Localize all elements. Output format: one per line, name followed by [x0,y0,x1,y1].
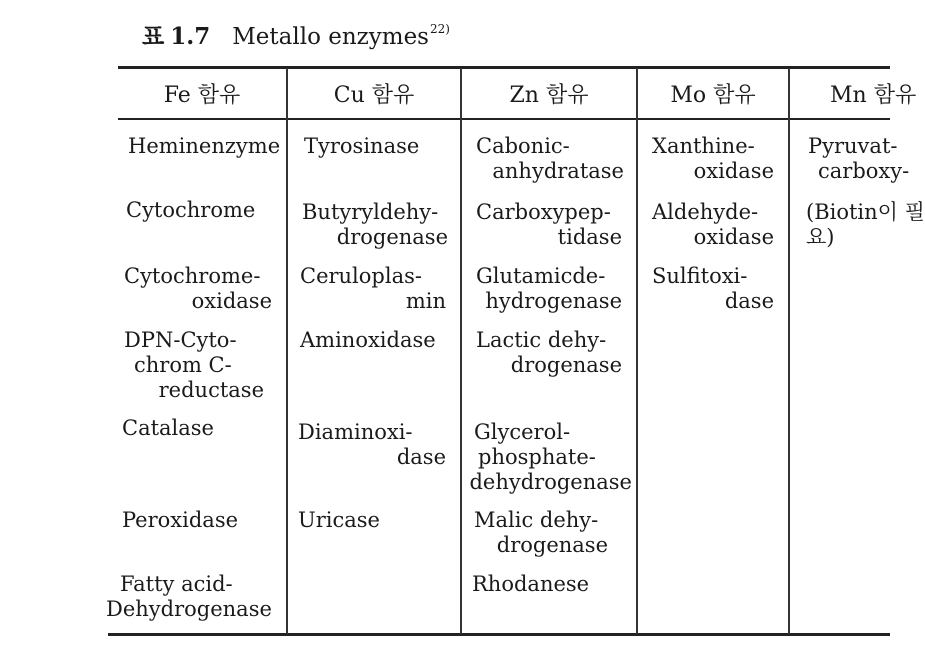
cell-line: Tyrosinase [304,134,420,158]
caption-reference: 22) [429,22,450,36]
cu-cell [304,134,419,159]
zn-cell [472,572,589,597]
cell-line: (Biotin이 필 [806,200,925,224]
cell-line: Ceruloplas- [300,264,422,288]
table-header-rule [118,118,890,120]
cell-line: Cytochrome [126,198,256,222]
cell-line: dehydrogenase [469,470,632,494]
cell-line: Heminenzyme [128,134,281,158]
header-mn: Mn 함유 [830,83,917,108]
cell-line: oxidase [693,159,774,183]
cell-line: anhydratase [492,159,624,183]
cell-line: Xanthine- [652,134,755,158]
cell-line: Glutamicde- [476,264,606,288]
mo-cell [652,264,774,314]
cell-line: Diaminoxi- [298,420,413,444]
cell-line: dase [724,289,774,313]
cell-line: dase [396,445,446,469]
cell-line: reductase [158,378,264,402]
cell-line: Lactic dehy- [476,328,607,352]
mn-cell [806,200,925,250]
cell-line: Pyruvat- [808,134,898,158]
cell-line: tidase [557,225,622,249]
caption-number: 1.7 [170,23,211,50]
cell-line: oxidase [693,225,774,249]
cell-line: drogenase [510,353,622,377]
zn-cell [476,200,622,250]
mo-cell [652,200,774,250]
mn-cell [808,134,909,184]
mo-cell [652,134,774,184]
table-top-rule [118,66,890,69]
cell-line: drogenase [336,225,448,249]
fe-cell [126,198,255,223]
cell-line: Peroxidase [122,508,239,532]
cell-line: 요) [806,225,835,249]
cell-line: Butyryldehy- [302,200,439,224]
zn-cell [476,134,624,184]
caption-title: Metallo enzymes [232,24,429,50]
header-fe: Fe 함유 [163,83,241,108]
column-divider [460,68,462,634]
table-bottom-rule [108,633,890,636]
cell-line: Aldehyde- [652,200,759,224]
cell-line: Carboxypep- [476,200,611,224]
header-zn: Zn 함유 [509,83,589,108]
cell-line: DPN-Cyto- [124,328,237,352]
column-divider [286,68,288,634]
cell-line: oxidase [191,289,272,313]
column-divider [636,68,638,634]
cell-line: Cytochrome- [124,264,261,288]
table-caption [142,18,450,51]
cu-cell [300,328,436,353]
cell-line: Glycerol- [474,420,571,444]
zn-cell [474,508,608,558]
cell-line: drogenase [496,533,608,557]
cell-line: hydrogenase [485,289,622,313]
zn-cell [476,264,622,314]
header-cu: Cu 함유 [333,83,415,108]
cell-line: min [405,289,446,313]
cell-line: Sulfitoxi- [652,264,748,288]
cell-line: Aminoxidase [300,328,436,352]
column-divider [788,68,790,634]
zn-cell [466,420,632,495]
header-mo: Mo 함유 [670,83,756,108]
cell-line: Rhodanese [472,572,590,596]
cell-line: carboxy- [818,159,910,183]
cu-cell [298,508,380,533]
caption-label: 표 [142,23,165,50]
cu-cell [300,264,446,314]
cell-line: phosphate- [478,445,596,469]
fe-cell [122,416,214,441]
cu-cell [302,200,448,250]
cell-line: Fatty acid- [120,572,233,596]
cell-line: Cabonic- [476,134,570,158]
cell-line: Uricase [298,508,380,532]
fe-cell [106,572,272,622]
cell-line: Dehydrogenase [106,597,272,621]
cell-line: Malic dehy- [474,508,599,532]
fe-cell [122,508,238,533]
cell-line: Catalase [122,416,214,440]
cell-line: chrom C- [134,353,232,377]
fe-cell [124,264,272,314]
fe-cell [128,134,280,159]
cu-cell [298,420,446,470]
zn-cell [476,328,622,378]
fe-cell [124,328,264,403]
